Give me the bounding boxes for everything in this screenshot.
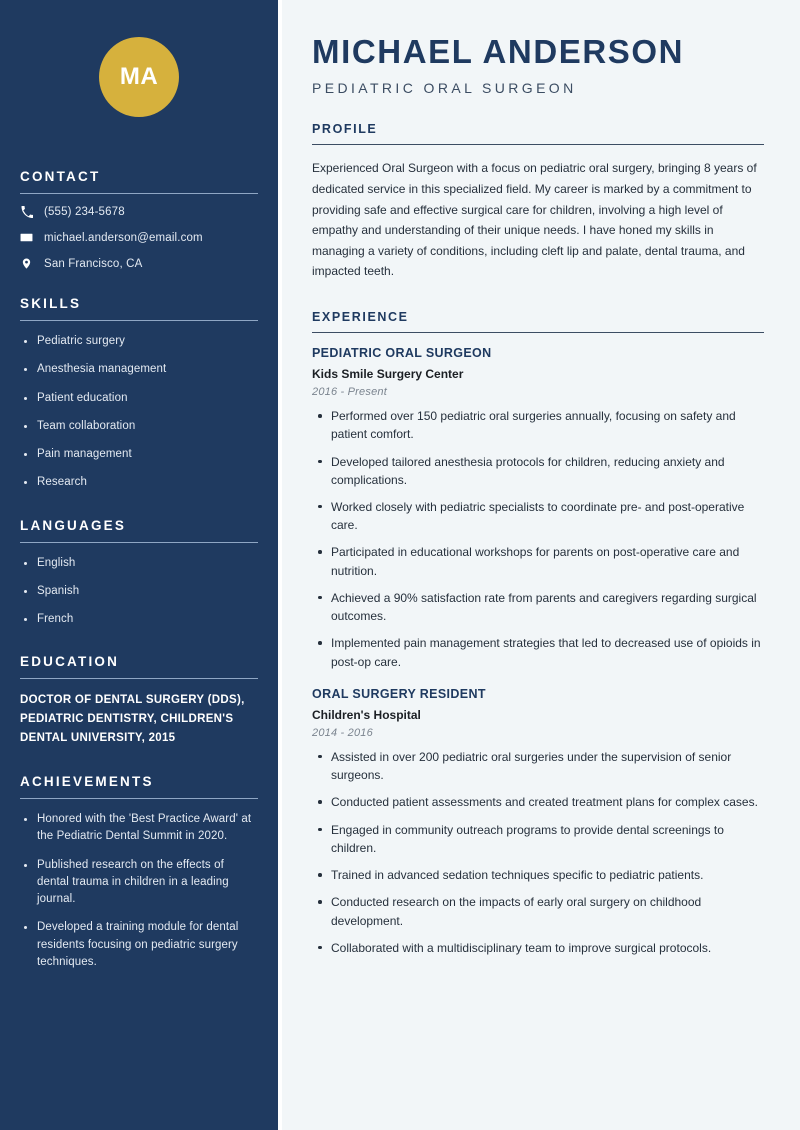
experience-bullets	[312, 407, 764, 671]
job-subtitle: PEDIATRIC ORAL SURGEON	[312, 80, 577, 97]
phone-value: (555) 234-5678	[44, 206, 125, 218]
education-divider	[20, 678, 258, 679]
list-item: Performed over 150 pediatric oral surgeries annually, focusing on safety and patient comfort.	[312, 407, 764, 443]
avatar-container	[20, 0, 258, 169]
list-item: Pediatric surgery	[20, 333, 258, 350]
profile-text: Experienced Oral Surgeon with a focus on pediatric oral surgery, bringing 8 years of dedicated service in this specialized field. My career is marked by a commitment to providing safe and effective surgical care for children, involving a high level of empathy and understanding of their unique needs. I have honed my skills in managing a variety of conditions, including cleft lip and palate, dental trauma, and impacted teeth.	[312, 161, 757, 279]
contact-item-location[interactable]	[20, 257, 258, 270]
experience-dates: 2016 - Present	[312, 386, 387, 399]
experience-divider	[312, 332, 764, 333]
profile-heading: PROFILE	[312, 122, 378, 137]
contact-heading: CONTACT	[20, 169, 101, 184]
list-item: Trained in advanced sedation techniques specific to pediatric patients.	[312, 866, 764, 884]
skills-heading: SKILLS	[20, 296, 82, 311]
list-item: Developed a training module for dental residents focusing on pediatric surgery techniques.	[20, 919, 258, 971]
list-item: Spanish	[20, 583, 258, 600]
achievements-heading: ACHIEVEMENTS	[20, 774, 154, 790]
experience-title: ORAL SURGERY RESIDENT	[312, 686, 486, 701]
contact-divider	[20, 193, 258, 194]
experience-heading: EXPERIENCE	[312, 310, 409, 325]
list-item: Patient education	[20, 390, 258, 407]
sidebar	[0, 0, 278, 1130]
education-entry: DOCTOR OF DENTAL SURGERY (DDS), PEDIATRIC DENTISTRY, CHILDREN'S DENTAL UNIVERSITY, 2015	[20, 694, 245, 745]
experience-section	[312, 310, 764, 957]
profile-section	[312, 122, 764, 282]
contact-item-email[interactable]	[20, 231, 258, 244]
list-item: Honored with the 'Best Practice Award' at the Pediatric Dental Summit in 2020.	[20, 811, 258, 846]
experience-title: PEDIATRIC ORAL SURGEON	[312, 346, 492, 361]
languages-heading: LANGUAGES	[20, 517, 127, 533]
list-item: Achieved a 90% satisfaction rate from parents and caregivers regarding surgical outcomes.	[312, 589, 764, 625]
experience-entry	[312, 687, 764, 957]
list-item: Published research on the effects of dental trauma in children in a leading journal.	[20, 857, 258, 909]
education-section	[20, 654, 258, 748]
experience-company: Children's Hospital	[312, 707, 421, 722]
skills-divider	[20, 320, 258, 321]
experience-company: Kids Smile Surgery Center	[312, 367, 464, 382]
languages-section	[20, 518, 258, 629]
list-item: Team collaboration	[20, 418, 258, 435]
skills-list	[20, 333, 258, 492]
list-item: French	[20, 611, 258, 628]
education-heading: EDUCATION	[20, 654, 120, 670]
contact-section	[20, 169, 258, 270]
skills-section	[20, 296, 258, 492]
list-item: Collaborated with a multidisciplinary team to improve surgical protocols.	[312, 939, 764, 957]
list-item: English	[20, 555, 258, 572]
envelope-icon	[20, 231, 33, 244]
list-item: Conducted patient assessments and created treatment plans for complex cases.	[312, 793, 764, 811]
list-item: Engaged in community outreach programs to provide dental screenings to children.	[312, 821, 764, 857]
experience-entry	[312, 346, 764, 671]
profile-divider	[312, 144, 764, 145]
list-item: Worked closely with pediatric specialists to coordinate pre- and post-operative care.	[312, 498, 764, 534]
list-item: Anesthesia management	[20, 361, 258, 378]
map-pin-icon	[20, 257, 33, 270]
page-title: MICHAEL ANDERSON	[312, 33, 685, 70]
phone-icon	[20, 206, 33, 218]
email-value: michael.anderson@email.com	[44, 231, 203, 244]
list-item: Developed tailored anesthesia protocols for children, reducing anxiety and complications.	[312, 453, 764, 489]
languages-list	[20, 555, 258, 629]
location-value: San Francisco, CA	[44, 257, 143, 270]
list-item: Pain management	[20, 446, 258, 463]
achievements-list	[20, 811, 258, 971]
list-item: Assisted in over 200 pediatric oral surgeries under the supervision of senior surgeons.	[312, 748, 764, 784]
contact-item-phone[interactable]	[20, 206, 258, 218]
achievements-divider	[20, 798, 258, 799]
list-item: Implemented pain management strategies that led to decreased use of opioids in post-op care.	[312, 634, 764, 670]
achievements-section	[20, 774, 258, 971]
main-content	[278, 0, 800, 1130]
languages-divider	[20, 542, 258, 543]
avatar: MA	[99, 37, 179, 117]
experience-bullets	[312, 748, 764, 957]
list-item: Research	[20, 474, 258, 491]
list-item: Participated in educational workshops for parents on post-operative care and nutrition.	[312, 543, 764, 579]
experience-dates: 2014 - 2016	[312, 726, 373, 739]
list-item: Conducted research on the impacts of early oral surgery on childhood development.	[312, 893, 764, 929]
